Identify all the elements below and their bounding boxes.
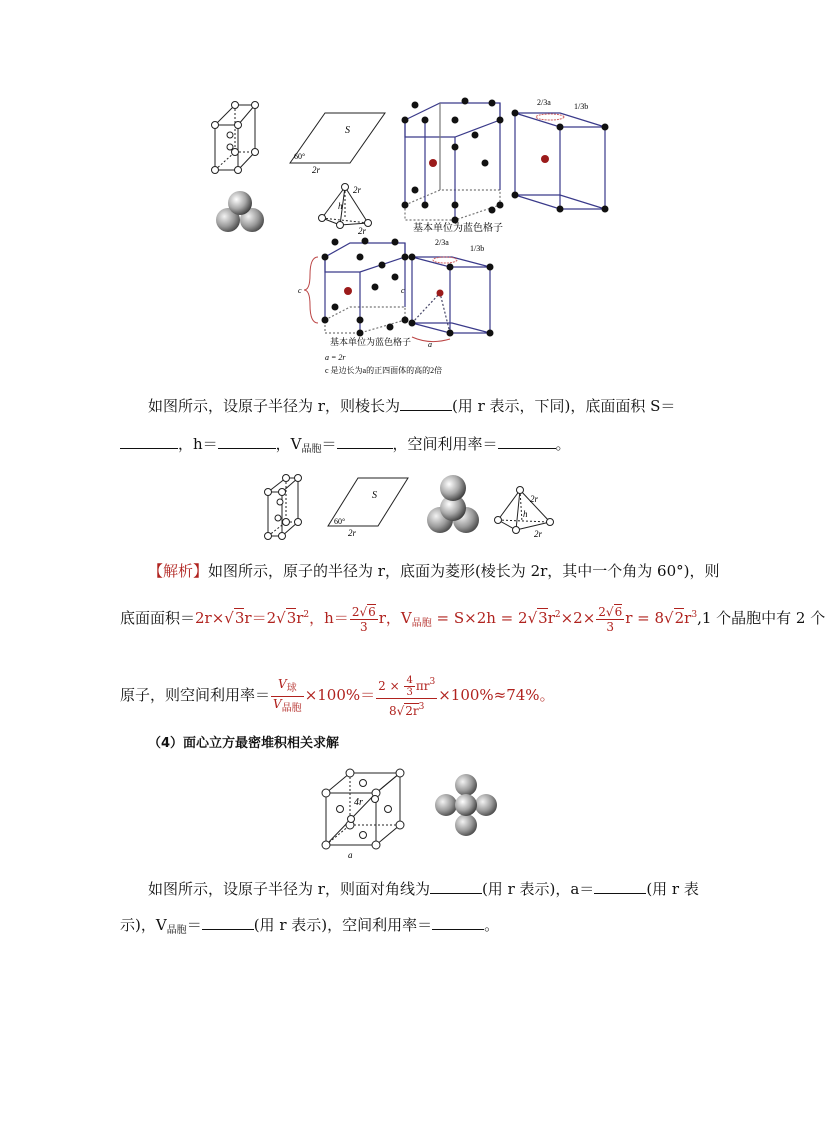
tetra-2r-side: 2r bbox=[358, 226, 367, 236]
mid-tetra-h: h bbox=[523, 509, 528, 519]
label-a-fcc: a bbox=[348, 850, 353, 860]
blank-cell-volume[interactable] bbox=[337, 434, 393, 449]
mid-spheres bbox=[427, 475, 479, 533]
label-a-bottom: a bbox=[428, 340, 432, 349]
hcp-figure-top bbox=[200, 95, 620, 385]
blank-base-area[interactable] bbox=[120, 434, 178, 449]
rhombus-s-label: S bbox=[345, 125, 350, 136]
question-1-line-1: 如图所示，设原子半径为 r，则棱长为 (用 r 表示，下同)，底面面积 S＝ bbox=[148, 397, 676, 415]
label-1-3b: 1/3b bbox=[574, 102, 589, 111]
caption-blue-cell-b: 基本单位为蓝色格子 bbox=[330, 337, 412, 347]
label-4r: 4r bbox=[354, 797, 363, 808]
three-spheres-diagram bbox=[216, 191, 264, 232]
question-2-line-1: 如图所示，设原子半径为 r，则面对角线为 (用 r 表示)，a＝ (用 r 表 bbox=[148, 880, 699, 898]
blank-edge-length[interactable] bbox=[400, 396, 452, 411]
caption-blue-cell: 基本单位为蓝色格子 bbox=[413, 223, 503, 234]
analysis-tag: 【解析】 bbox=[148, 562, 209, 580]
edge-label: 2r bbox=[312, 165, 321, 175]
blank-fcc-volume[interactable] bbox=[202, 915, 254, 930]
note-a-eq: a = 2r bbox=[325, 353, 346, 362]
label-c-left: c bbox=[298, 286, 302, 295]
tetra-2r-top: 2r bbox=[353, 185, 362, 195]
question-1-line-2: ，h＝ ，$V_{晶胞}=$ ，空间利用率＝ 。 bbox=[120, 433, 571, 461]
blank-space-utilization[interactable] bbox=[498, 434, 556, 449]
note-c: c 是边长为a的正四面体的高的2倍 bbox=[325, 366, 443, 375]
blank-face-diagonal[interactable] bbox=[430, 879, 482, 894]
mid-edge: 2r bbox=[348, 528, 357, 538]
blank-height[interactable] bbox=[218, 434, 276, 449]
mid-tetra-2r-top: 2r bbox=[530, 494, 539, 504]
fcc-figure bbox=[318, 765, 508, 865]
mid-tetra-2r-side: 2r bbox=[534, 529, 543, 539]
blank-fcc-utilization[interactable] bbox=[432, 915, 484, 930]
hcp-prism-diagram-3 bbox=[325, 243, 405, 333]
rhombus-diagram bbox=[290, 113, 385, 175]
hcp-figure-mid bbox=[258, 470, 558, 542]
analysis-line-3: 原子，则空间利用率＝ $\frac{V_球}{V_{晶胞}}$ ×100%＝ 2 × $\frac{4}{3}$ $\pi r^3$ $8√2r^3$ ×100%≈74%。 bbox=[120, 674, 555, 718]
small-prism-diagram bbox=[215, 105, 255, 170]
tetrahedron-diagram bbox=[322, 187, 368, 225]
analysis-line-2: 底面面积$=2r\times√3r=2√3r^2$，h＝ $\frac{2√6}{3}$ r，$V_{晶胞} = S\times 2h = 2√3r^2\times 2\times$ $\frac{2√6}{3}$ $r = 8√2r^3,1$ 个晶胞中有 2 个 bbox=[120, 604, 825, 634]
analysis-line-1: 【解析】如图所示，原子的半径为 r，底面为菱形(棱长为 2r，其中一个角为 60°)，则 bbox=[148, 562, 720, 580]
section-4-heading: （4）面心立方最密堆积相关求解 bbox=[148, 736, 340, 751]
label-c-right: c bbox=[401, 286, 405, 295]
blank-a[interactable] bbox=[594, 879, 646, 894]
fcc-spheres bbox=[435, 774, 497, 836]
tetra-h: h bbox=[338, 201, 343, 211]
label-1-3b-b: 1/3b bbox=[470, 244, 485, 253]
question-2-line-2: 示)，$V_{晶胞}=$ (用 r 表示)，空间利用率＝ 。 bbox=[120, 916, 500, 936]
label-2-3a: 2/3a bbox=[537, 98, 551, 107]
label-2-3a-b: 2/3a bbox=[435, 238, 449, 247]
mid-rhombus-s: S bbox=[372, 490, 377, 501]
angle-label: 60° bbox=[294, 152, 306, 161]
mid-angle: 60° bbox=[334, 517, 346, 526]
